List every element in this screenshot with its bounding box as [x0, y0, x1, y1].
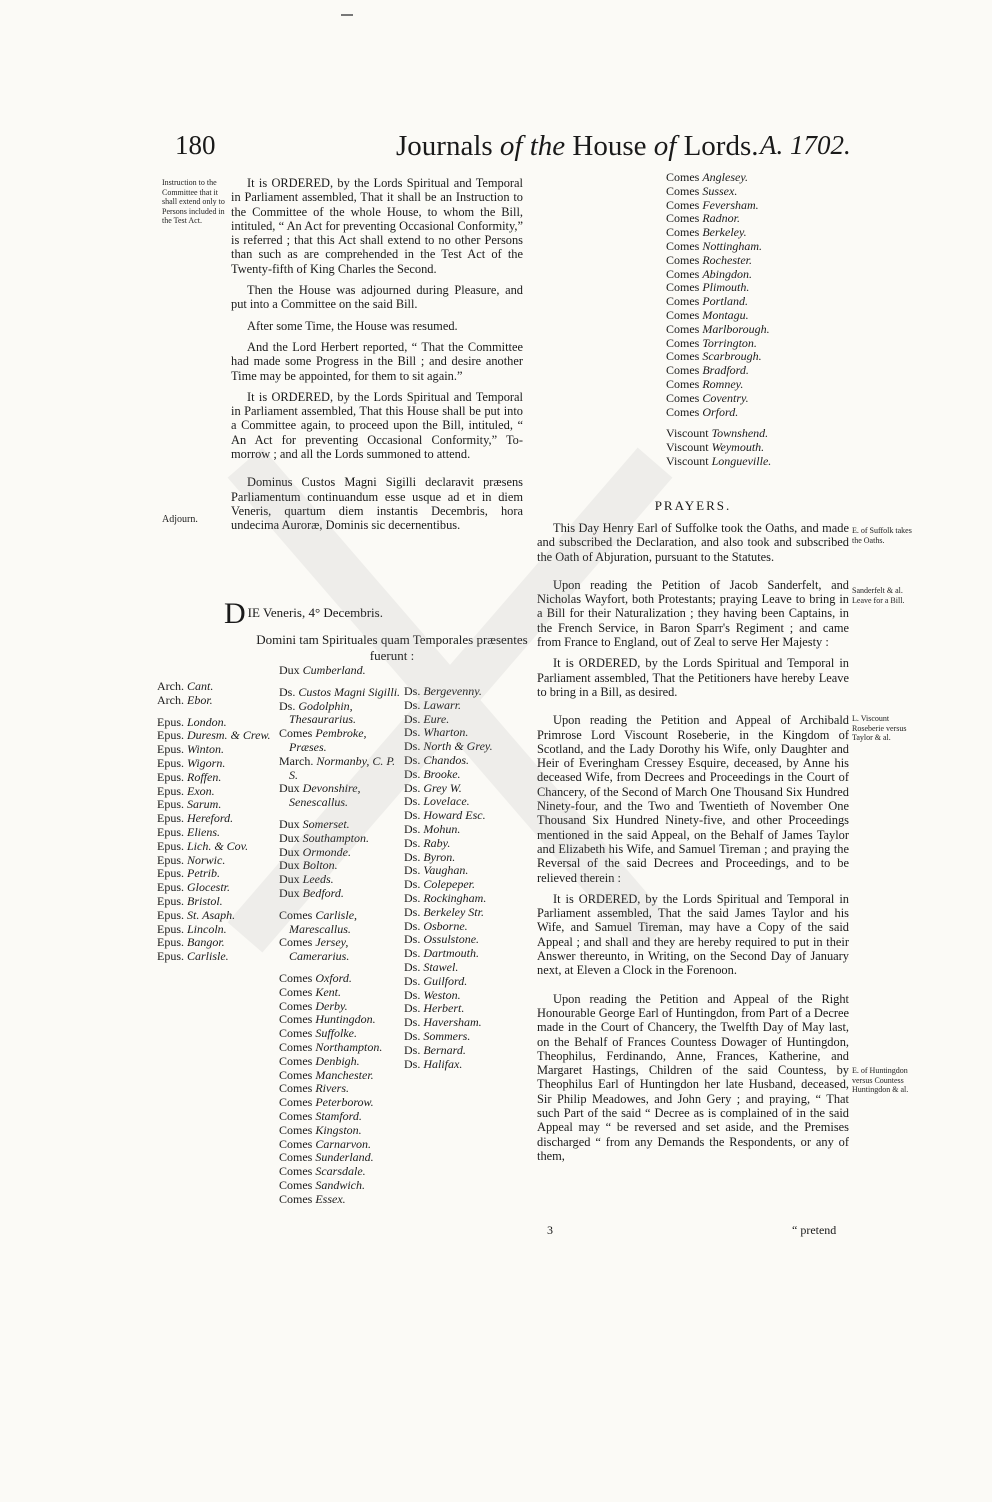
domini-line: Domini tam Spirituales quam Temporales præsentes fuerunt : [256, 632, 528, 663]
lord-entry: Comes Radnor. [666, 211, 741, 226]
lord-entry: Ds. Stawel. [404, 959, 459, 974]
lord-entry: Ds. Ossulstone. [404, 932, 480, 947]
lord-entry: Comes Northampton. [279, 1039, 383, 1054]
lord-entry: Comes Suffolke. [279, 1026, 357, 1041]
lord-entry: Ds. Sommers. [404, 1028, 471, 1043]
lord-entry: Epus. Bristol. [157, 893, 223, 908]
lord-entry: Comes Plimouth. [666, 280, 750, 295]
paragraph: Upon reading the Petition and Appeal of Archibald Primrose Lord Viscount Roseberie, in the Kingdom of Scotland, and the Lady Dorothy his Wife, only Daughter and Heir of Everingham Cressey Esquire, deceased, by Anne his deceased Wife, from Decrees and Proceedings in the Court of Chancery, of the Second of March One Thousand Six Hundred Ninety-four, and the Two and Twentieth of November One Thousand Six Hundred Ninety-five, and other Proceedings mentioned in the said Appeal, on the Behalf of James Taylor and Elizabeth his Wife, and Samuel Tireman ; and praying the Reversal of the said Decrees and Proceedings, and to be relieved therein : [537, 713, 849, 885]
signature-mark: 3 [547, 1223, 553, 1237]
lord-entry: Comes Jersey, Camerarius. [279, 935, 350, 964]
lord-entry: Ds. Byron. [404, 849, 456, 864]
lord-entry: Ds. Weston. [404, 987, 461, 1002]
lord-entry: Comes Essex. [279, 1191, 346, 1206]
lord-entry: Epus. Bangor. [157, 935, 225, 950]
lord-entry: Comes Portland. [666, 294, 749, 309]
lord-entry: Ds. Godolphin, Thesaurarius. [279, 698, 357, 727]
lord-entry: Epus. Hereford. [157, 811, 234, 826]
left-column [231, 176, 523, 540]
lord-entry: Comes Sussex. [666, 183, 738, 198]
lord-entry: Dux Bedford. [279, 885, 344, 900]
lord-entry: Ds. Rockingham. [404, 890, 487, 905]
lord-entry: Arch. Cant. [157, 679, 214, 693]
page-header [0, 130, 992, 170]
lord-entry: Ds. Vaughan. [404, 863, 469, 878]
title-part: House [565, 130, 654, 162]
paragraph: It is ORDERED, by the Lords Spiritual and Temporal in Parliament assembled, That this House shall be put into a Committee again, to proceed upon the Bill, intituled, “ An Act for preventing Occasional Conformity,” To-morrow ; and all the Lords summoned to attend. [231, 389, 523, 462]
lord-entry: Epus. St. Asaph. [157, 907, 236, 922]
year: A. 1702. [760, 130, 851, 160]
page-number: 180 [175, 130, 216, 160]
lord-entry: Comes Scarbrough. [666, 349, 762, 364]
lord-entry: Epus. London. [157, 714, 227, 729]
lords-list-bishops [157, 680, 277, 964]
lord-entry: Epus. Eliens. [157, 824, 220, 839]
lord-entry: Comes Torrington. [666, 335, 757, 350]
lord-entry: Comes Anglesey. [666, 170, 748, 184]
lord-entry: Epus. Norwic. [157, 852, 226, 867]
paragraph: Then the House was adjourned during Pleasure, and put into a Committee on the said Bill. [231, 283, 523, 312]
lord-entry: Comes Marlborough. [666, 321, 770, 336]
lord-entry: Epus. Roffen. [157, 769, 222, 784]
lord-entry: Comes Rochester. [666, 252, 752, 267]
margin-note-suffolk: E. of Suffolk takes the Oaths. [852, 526, 912, 545]
paragraph: And the Lord Herbert reported, “ That the Committee had made some Progress in the Bill ; and desire another Time may be appointed, for them to sit again.” [231, 339, 523, 383]
paragraph: Dominus Custos Magni Sigilli declaravit præsens Parliamentum continuandum esse usque ad et in diem Veneris, quartum diem instantis Decembris, hora undecima Auroræ, Dominis sic decernentibus. [231, 475, 523, 533]
lord-entry: Dux Somerset. [279, 816, 350, 831]
margin-note-sanderfelt: Sanderfelt & al. Leave for a Bill. [852, 586, 905, 605]
lord-entry: Comes Romney. [666, 376, 744, 391]
day-heading [224, 597, 383, 630]
lord-entry: Viscount Weymouth. [666, 440, 765, 455]
lord-entry: Epus. Carlisle. [157, 949, 229, 964]
lords-list-barons [404, 685, 532, 1071]
lord-entry: Comes Stamford. [279, 1108, 362, 1123]
lord-entry: Epus. Lich. & Cov. [157, 838, 249, 853]
lord-entry: Epus. Glocestr. [157, 880, 230, 895]
lord-entry: Ds. Guilford. [404, 973, 468, 988]
lord-entry: Epus. Petrib. [157, 866, 220, 881]
margin-note-instruction: Instruction to the Committee that it shall extend only to Persons included in the Test Act. [162, 178, 225, 225]
lord-entry: Viscount Longueville. [666, 453, 772, 468]
lord-entry: Ds. Bernard. [404, 1042, 466, 1057]
lord-entry: Ds. Chandos. [404, 752, 470, 767]
lord-entry: Comes Coventry. [666, 390, 749, 405]
lord-entry: Arch. Ebor. [157, 692, 213, 707]
lord-entry: Comes Nottingham. [666, 238, 763, 253]
lords-list-earls-viscounts [666, 171, 816, 469]
lord-entry: Ds. Dartmouth. [404, 946, 480, 961]
lord-entry: Ds. Howard Esc. [404, 808, 486, 823]
lord-entry: Ds. Bergevenny. [404, 684, 482, 698]
lord-entry: Comes Oxford. [279, 970, 352, 985]
lord-entry: Ds. Custos Magni Sigilli. [279, 684, 401, 699]
lord-entry: Epus. Winton. [157, 742, 225, 757]
paragraph: Upon reading the Petition and Appeal of the Right Honourable George Earl of Huntingdon, from Part of a Decree made in the Court of Chancery, the Twelfth Day of May last, on the Behalf of Frances Countess Dowager of Huntingdon, Theophilus, Ferdinando, Anne, Frances, Katherine, and Margaret Hastings, Children of the said Countess, by Theophilus Earl of Huntingdon her late Husband, deceased, Sir Philip Meadowes, and John Gery ; and praying, “ That such Part of the said “ Decree as is complained of in the said Appeal may “ be reversed and set aside, and the Premises discharged “ from any Demands the Respondents, or any of them, [537, 991, 849, 1163]
paragraph: This Day Henry Earl of Suffolke took the Oaths, and made and subscribed the Declaration, and also took and subscribed the Oath of Abjuration, pursuant to the Statutes. [537, 521, 849, 564]
lord-entry: Ds. Grey W. [404, 780, 462, 795]
day-heading-text: IE Veneris, 4° Decembris. [247, 605, 383, 620]
paragraph: It is ORDERED, by the Lords Spiritual and Temporal in Parliament assembled, That the Petitioners have hereby Leave to bring in a Bill, as desired. [537, 656, 849, 699]
lord-entry: Comes Sunderland. [279, 1150, 374, 1165]
lord-entry: Comes Carlisle, Marescallus. [279, 907, 358, 936]
lord-entry: Comes Kingston. [279, 1122, 362, 1137]
lord-entry: Comes Scarsdale. [279, 1164, 366, 1179]
lord-entry: Ds. Lawarr. [404, 697, 462, 712]
lord-entry: Ds. North & Grey. [404, 739, 493, 754]
paragraph: It is ORDERED, by the Lords Spiritual and Temporal in Parliament assembled, That the said James Taylor and his Wife, and Samuel Tireman, may have a Copy of the said Appeal ; and shall and they are hereby required to put in their Answer thereunto, in Writing, on the Second Day of January next, at Eleven a Clock in the Forenoon. [537, 891, 849, 978]
lord-entry: Ds. Berkeley Str. [404, 904, 484, 919]
title-part: of the [499, 130, 566, 162]
lord-entry: Comes Berkeley. [666, 225, 747, 240]
margin-note-roseberie: L. Viscount Roseberie versus Taylor & al. [852, 714, 907, 742]
lord-entry: Dux Bolton. [279, 858, 338, 873]
lord-entry: Ds. Osborne. [404, 918, 468, 933]
title-part: of [653, 130, 677, 162]
lord-entry: Comes Huntingdon. [279, 1012, 376, 1027]
lord-entry: Comes Pembroke, Præses. [279, 726, 367, 754]
right-column [537, 521, 849, 1170]
lord-entry: Viscount Townshend. [666, 426, 769, 441]
paragraph: After some Time, the House was resumed. [247, 318, 458, 333]
lord-entry: Ds. Mohun. [404, 821, 461, 836]
lord-entry: Epus. Sarum. [157, 797, 222, 812]
lord-entry: Comes Derby. [279, 998, 348, 1013]
lord-entry: Comes Sandwich. [279, 1177, 366, 1192]
running-title [396, 130, 759, 163]
prayers-heading: PRAYERS. [654, 498, 732, 513]
lord-entry: Dux Ormonde. [279, 844, 351, 859]
margin-note-huntingdon: E. of Huntingdon versus Countess Huntingdon & al. [852, 1066, 909, 1094]
lord-entry: Ds. Raby. [404, 835, 451, 850]
title-part: Lords. [676, 130, 759, 162]
lord-entry: Ds. Brooke. [404, 766, 461, 781]
lord-entry: Ds. Wharton. [404, 725, 469, 740]
lord-entry: Epus. Lincoln. [157, 921, 227, 936]
lord-entry: Comes Peterborow. [279, 1095, 374, 1110]
lord-entry: Comes Rivers. [279, 1081, 349, 1096]
paragraph: It is ORDERED, by the Lords Spiritual and Temporal in Parliament assembled, That it shall be an Instruction to the Committee of the whole House, to whom the Bill, intituled, “ An Act for preventing Occasional Conformity,” is referred ; that this Act shall extend to no other Persons than such as are comprehended in the Test Act of the Twenty-fifth of King Charles the Second. [231, 176, 523, 276]
margin-note-adjourn: Adjourn. [162, 514, 198, 525]
lord-entry: Ds. Halifax. [404, 1056, 463, 1071]
dropcap: D [224, 597, 246, 630]
top-rule-mark [341, 14, 353, 16]
lord-entry: Comes Carnarvon. [279, 1136, 372, 1151]
lords-list-dukes-earls [279, 664, 401, 1206]
lord-entry: Comes Orford. [666, 404, 739, 419]
lord-entry: Ds. Herbert. [404, 1001, 465, 1016]
lord-entry: Comes Feversham. [666, 197, 759, 212]
lord-entry: Epus. Exon. [157, 783, 215, 798]
lord-entry: Comes Abingdon. [666, 266, 753, 281]
lord-entry: Dux Cumberland. [279, 663, 366, 677]
lord-entry: Comes Manchester. [279, 1067, 374, 1082]
lord-entry: Epus. Wigorn. [157, 755, 226, 770]
lord-entry: Comes Montagu. [666, 307, 749, 322]
lord-entry: Comes Kent. [279, 984, 342, 999]
lord-entry: Ds. Colepeper. [404, 877, 475, 892]
lord-entry: Comes Denbigh. [279, 1053, 360, 1068]
lord-entry: Dux Devonshire, Senescallus. [279, 781, 361, 810]
title-part: Journals [396, 130, 500, 162]
paragraph: Upon reading the Petition of Jacob Sanderfelt, and Nicholas Wayfort, both Protestants; praying Leave to bring in a Bill for their Naturalization ; they having been Captains, in the French Service, in Baron Sparr's Regiment ; and came from France to England, out of Zeal to serve Her Majesty : [537, 577, 849, 650]
lord-entry: March. Normanby, C. P. S. [279, 753, 396, 782]
lord-entry: Ds. Lovelace. [404, 794, 470, 809]
lord-entry: Ds. Eure. [404, 711, 450, 726]
lord-entry: Ds. Haversham. [404, 1015, 482, 1030]
lord-entry: Dux Southampton. [279, 830, 370, 845]
lord-entry: Epus. Duresm. & Crew. [157, 728, 271, 743]
lord-entry: Comes Bradford. [666, 363, 749, 378]
lord-entry: Dux Leeds. [279, 872, 334, 887]
catchword: “ pretend [792, 1223, 837, 1237]
